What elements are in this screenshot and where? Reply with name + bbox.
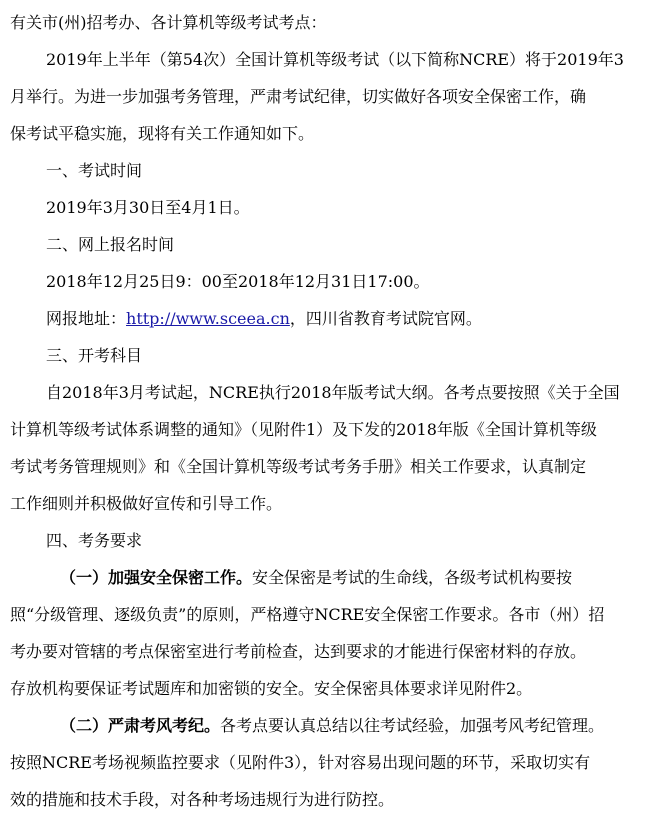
requirement-1-rest: 安全保密是考试的生命线，各级考试机构要按: [252, 568, 573, 587]
intro-line-1: 2019年上半年（第54次）全国计算机等级考试（以下简称NCRE）将于2019年3: [46, 50, 624, 69]
requirement-1-title: （一）加强安全保密工作。: [60, 568, 253, 587]
requirement-1-first-line: [10, 559, 652, 596]
subjects-line-4: 工作细则并积极做好宣传和引导工作。: [10, 494, 283, 513]
requirement-2-first-line: [10, 707, 652, 744]
salutation: 有关市(州)招考办、各计算机等级考试考点：: [10, 13, 327, 32]
requirement-2-line-2: 按照NCRE考场视频监控要求（见附件3），针对容易出现问题的环节，采取切实有: [10, 753, 591, 772]
heading-requirements: 四、考务要求: [46, 531, 143, 550]
heading-registration: 二、网上报名时间: [46, 235, 175, 254]
requirement-2-rest: 各考点要认真总结以往考试经验，加强考风考纪管理。: [220, 716, 605, 735]
requirement-1-line-2: 照“分级管理、逐级负责”的原则，严格遵守NCRE安全保密工作要求。各市（州）招: [10, 605, 605, 624]
subjects-line-2: 计算机等级考试体系调整的通知》（见附件1）及下发的2018年版《全国计算机等级: [10, 420, 597, 439]
site-prefix: 网报地址：: [46, 309, 127, 328]
requirement-2-line-3: 效的措施和技术手段，对各种考场违规行为进行防控。: [10, 790, 395, 809]
registration-site: [10, 300, 652, 337]
intro-line-2: 月举行。为进一步加强考务管理，严肃考试纪律，切实做好各项安全保密工作，确: [10, 87, 587, 106]
intro-line-3: 保考试平稳实施，现将有关工作通知如下。: [10, 124, 315, 143]
requirement-1-line-3: 考办要对管辖的考点保密室进行考前检查，达到要求的才能进行保密材料的存放。: [10, 642, 587, 661]
requirement-2-title: （二）严肃考风考纪。: [60, 716, 221, 735]
registration-content: 2018年12月25日9：00至2018年12月31日17:00。: [46, 272, 430, 291]
requirement-1-line-4: 存放机构要保证考试题库和加密锁的安全。安全保密具体要求详见附件2。: [10, 679, 533, 698]
heading-subjects: 三、开考科目: [46, 346, 143, 365]
subjects-line-3: 考试考务管理规则》和《全国计算机等级考试考务手册》相关工作要求，认真制定: [10, 457, 587, 476]
exam-time-content: 2019年3月30日至4月1日。: [46, 198, 250, 217]
site-suffix: ，四川省教育考试院官网。: [289, 309, 482, 328]
subjects-line-1: 自2018年3月考试起，NCRE执行2018年版考试大纲。各考点要按照《关于全国: [46, 383, 620, 402]
heading-exam-time: 一、考试时间: [46, 161, 143, 180]
site-link[interactable]: http://www.sceea.cn: [126, 309, 290, 328]
